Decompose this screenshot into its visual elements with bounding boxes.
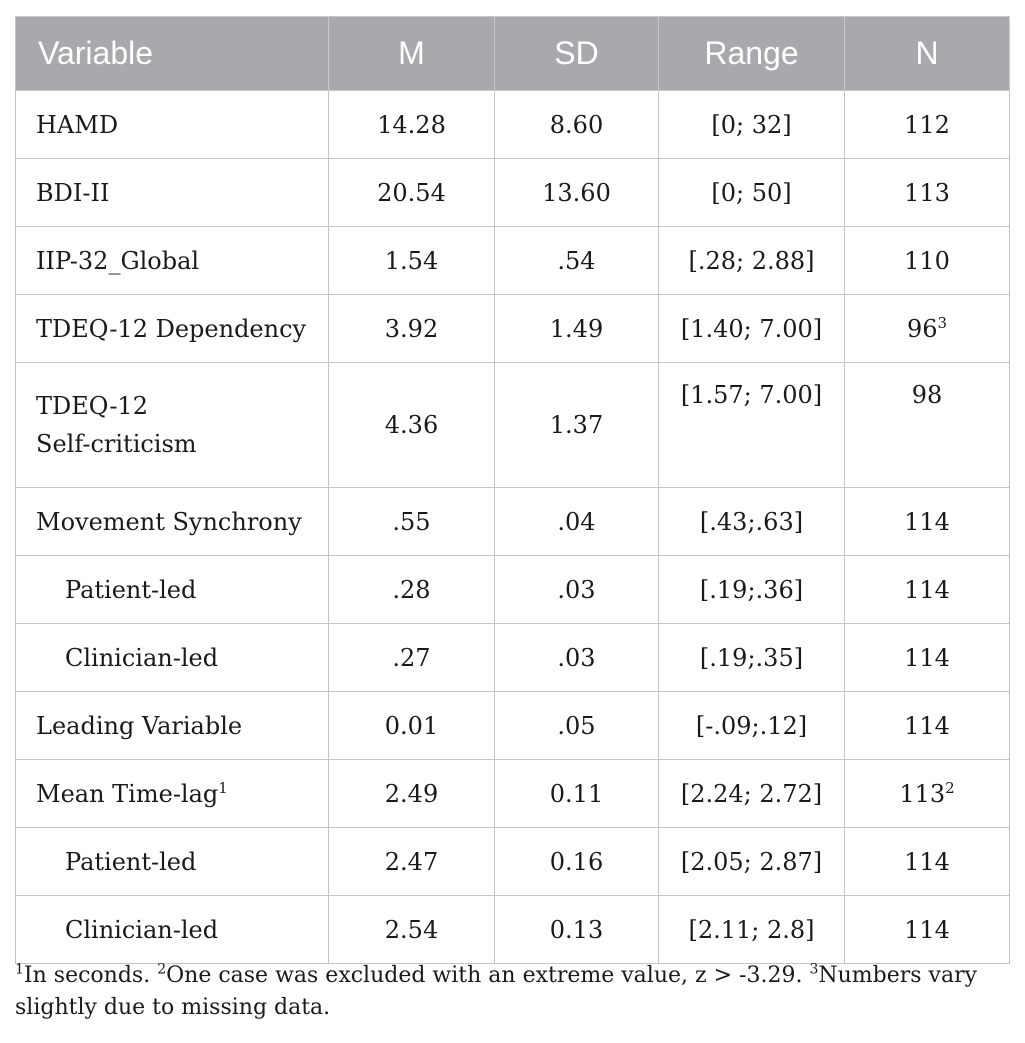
footnote-marker-3: 3 xyxy=(809,961,819,978)
row-sd: .04 xyxy=(495,488,659,556)
table-row xyxy=(16,624,1010,692)
table-header xyxy=(16,17,1010,91)
row-range: [0; 50] xyxy=(659,159,845,227)
table-row xyxy=(16,828,1010,896)
row-n: 98 xyxy=(845,363,1010,488)
footnote-text-1: In seconds. xyxy=(23,963,158,988)
row-n: 114 xyxy=(845,624,1010,692)
row-range: [.19;.35] xyxy=(659,624,845,692)
row-variable: Patient-led xyxy=(16,556,329,624)
row-n: 114 xyxy=(845,828,1010,896)
row-sd: .03 xyxy=(495,556,659,624)
row-variable: BDI-II xyxy=(16,159,329,227)
footnote-marker-2: 2 xyxy=(157,961,167,978)
n-footnote-marker: 3 xyxy=(937,313,948,332)
descriptive-statistics-table xyxy=(15,16,1010,964)
row-mean: 2.49 xyxy=(329,760,495,828)
row-range: [2.24; 2.72] xyxy=(659,760,845,828)
row-range: [.28; 2.88] xyxy=(659,227,845,295)
row-variable xyxy=(16,760,329,828)
footnote-text-2: One case was excluded with an extreme value, z > -3.29. xyxy=(166,963,810,988)
row-mean: 1.54 xyxy=(329,227,495,295)
row-mean: .55 xyxy=(329,488,495,556)
row-variable: Patient-led xyxy=(16,828,329,896)
row-n: 114 xyxy=(845,896,1010,964)
row-variable: TDEQ-12 Dependency xyxy=(16,295,329,363)
row-variable: Movement Synchrony xyxy=(16,488,329,556)
table-row xyxy=(16,760,1010,828)
row-mean: 14.28 xyxy=(329,91,495,159)
row-n: 113 xyxy=(845,159,1010,227)
row-variable: Clinician-led xyxy=(16,896,329,964)
row-mean: .28 xyxy=(329,556,495,624)
header-variable: Variable xyxy=(16,17,329,91)
row-range: [2.11; 2.8] xyxy=(659,896,845,964)
row-range: [-.09;.12] xyxy=(659,692,845,760)
n-value: 96 xyxy=(906,314,938,343)
table-row xyxy=(16,488,1010,556)
table-footnote xyxy=(15,960,1015,1024)
row-sd: 8.60 xyxy=(495,91,659,159)
table-row xyxy=(16,91,1010,159)
table-row xyxy=(16,896,1010,964)
table-body xyxy=(16,91,1010,964)
variable-line-1: TDEQ-12 xyxy=(36,392,148,420)
table-row xyxy=(16,692,1010,760)
row-n: 114 xyxy=(845,488,1010,556)
row-sd: 1.37 xyxy=(495,363,659,488)
variable-footnote-marker: 1 xyxy=(218,778,228,797)
row-n xyxy=(845,295,1010,363)
row-variable: IIP-32_Global xyxy=(16,227,329,295)
row-range: [.19;.36] xyxy=(659,556,845,624)
descriptive-statistics-table-container xyxy=(15,16,1009,964)
table-row xyxy=(16,295,1010,363)
variable-line-2: Self-criticism xyxy=(36,430,197,458)
row-variable: HAMD xyxy=(16,91,329,159)
row-mean: .27 xyxy=(329,624,495,692)
table-row xyxy=(16,159,1010,227)
row-sd: .54 xyxy=(495,227,659,295)
row-mean: 2.47 xyxy=(329,828,495,896)
row-n: 112 xyxy=(845,91,1010,159)
header-n: N xyxy=(845,17,1010,91)
row-sd: 13.60 xyxy=(495,159,659,227)
row-mean: 4.36 xyxy=(329,363,495,488)
row-n: 114 xyxy=(845,556,1010,624)
row-sd: .05 xyxy=(495,692,659,760)
row-range: [1.57; 7.00] xyxy=(659,363,845,488)
row-n xyxy=(845,760,1010,828)
footnote-marker-1: 1 xyxy=(15,961,24,978)
row-n: 110 xyxy=(845,227,1010,295)
n-footnote-marker: 2 xyxy=(945,778,955,797)
row-mean: 2.54 xyxy=(329,896,495,964)
row-sd: 1.49 xyxy=(495,295,659,363)
header-sd: SD xyxy=(495,17,659,91)
row-mean: 20.54 xyxy=(329,159,495,227)
row-range: [2.05; 2.87] xyxy=(659,828,845,896)
row-mean: 3.92 xyxy=(329,295,495,363)
table-row xyxy=(16,556,1010,624)
header-range: Range xyxy=(659,17,845,91)
row-range: [1.40; 7.00] xyxy=(659,295,845,363)
row-sd: .03 xyxy=(495,624,659,692)
header-row xyxy=(16,17,1010,91)
row-mean: 0.01 xyxy=(329,692,495,760)
row-range: [.43;.63] xyxy=(659,488,845,556)
n-value: 113 xyxy=(899,779,946,808)
row-range: [0; 32] xyxy=(659,91,845,159)
table-row xyxy=(16,363,1010,488)
row-variable: Leading Variable xyxy=(16,692,329,760)
row-sd: 0.11 xyxy=(495,760,659,828)
variable-text: Mean Time-lag xyxy=(36,779,219,808)
row-n: 114 xyxy=(845,692,1010,760)
row-variable xyxy=(16,363,329,488)
row-sd: 0.16 xyxy=(495,828,659,896)
row-variable: Clinician-led xyxy=(16,624,329,692)
header-mean: M xyxy=(329,17,495,91)
footnote-text-3: Numbers vary slightly due to missing data. xyxy=(15,963,978,1020)
row-sd: 0.13 xyxy=(495,896,659,964)
table-row xyxy=(16,227,1010,295)
